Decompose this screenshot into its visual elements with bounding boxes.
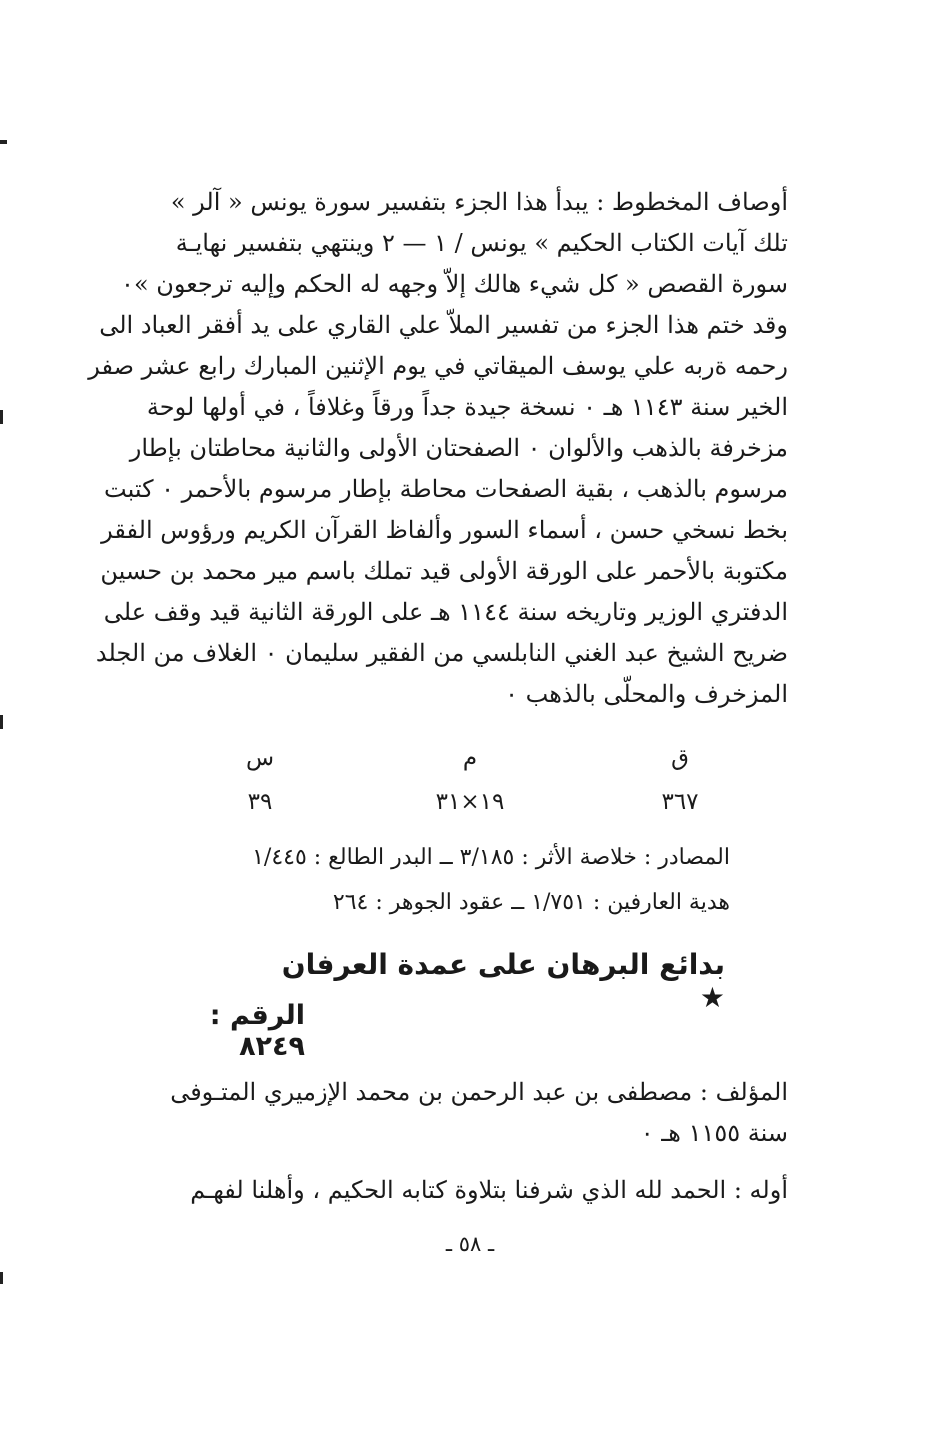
- opening-line: أوله : الحمد لله الذي شرفنا بتلاوة كتابه الحكيم ، وأهلنا لفهـم: [190, 1176, 788, 1204]
- description-line: أوصاف المخطوط : يبدأ هذا الجزء بتفسير سورة يونس « آلر »: [170, 188, 788, 216]
- description-line: تلك آيات الكتاب الحكيم » يونس / ١ — ٢ وينتهي بتفسير نهايـة: [175, 229, 788, 257]
- stats-header-row: [200, 745, 740, 789]
- stats-value-folios: ٣٦٧: [661, 789, 699, 815]
- scan-edge-mark: [0, 715, 3, 729]
- page-number: ـ ٥٨ ـ: [445, 1232, 495, 1256]
- description-line: الخير سنة ١١٤٣ هـ ٠ نسخة جيدة جداً ورقاً وغلافاً ، في أولها لوحة: [146, 393, 788, 421]
- stats-value-lines: ٣٩: [247, 789, 273, 815]
- opening-block: [138, 1170, 788, 1211]
- description-line: الدفتري الوزير وتاريخه سنة ١١٤٤ هـ على الورقة الثانية قيد وقف على: [103, 598, 788, 626]
- description-line: مرسوم بالذهب ، بقية الصفحات محاطة بإطار مرسوم بالأحمر ٠ كتبت: [104, 475, 788, 503]
- description-line: المزخرف والمحلّى بالذهب ٠: [505, 680, 788, 708]
- entry-number: الرقم : ٨٢٤٩: [209, 1000, 305, 1062]
- stats-value-size: ١٩×٣١: [435, 789, 505, 815]
- description-line: مكتوبة بالأحمر على الورقة الأولى قيد تملك باسم مير محمد بن حسين: [100, 557, 788, 585]
- scan-edge-mark: [0, 1272, 3, 1284]
- author-line: سنة ١١٥٥ هـ ٠: [640, 1119, 788, 1147]
- manuscript-stats: [200, 745, 740, 833]
- author-line: المؤلف : مصطفى بن عبد الرحمن بن محمد الإزميري المتـوفى: [170, 1078, 788, 1106]
- stats-header-folios: ق: [671, 745, 689, 771]
- sources-line: هدية العارفين : ١/٧٥١ ــ عقود الجوهر : ٢٦٤: [332, 890, 730, 915]
- stats-header-lines: س: [245, 745, 275, 771]
- scan-edge-mark: [0, 140, 7, 144]
- sources-block: [150, 835, 730, 925]
- stats-value-row: [200, 789, 740, 833]
- description-line: ضريح الشيخ عبد الغني النابلسي من الفقير سليمان ٠ الغلاف من الجلد: [95, 639, 788, 667]
- description-line: رحمه ةربه علي يوسف الميقاتي في يوم الإثنين المبارك رابع عشر صفر: [88, 352, 788, 380]
- description-line: سورة القصص « كل شيء هالك إلاّ وجهه له الحكم وإليه ترجعون »٠: [121, 270, 788, 298]
- description-line: مزخرفة بالذهب والألوان ٠ الصفحتان الأولى والثانية محاطتان بإطار: [129, 434, 788, 462]
- sources-line: المصادر : خلاصة الأثر : ٣/١٨٥ ــ البدر الطالع : ١/٤٤٥: [252, 845, 730, 870]
- author-block: [138, 1072, 788, 1154]
- description-line: وقد ختم هذا الجزء من تفسير الملاّ علي القاري على يد أفقر العباد الى: [99, 311, 788, 339]
- stats-header-size: م: [462, 745, 478, 771]
- manuscript-description: [88, 182, 788, 715]
- entry-title: بدائع البرهان على عمدة العرفان ★: [281, 948, 725, 1014]
- scan-edge-mark: [0, 410, 3, 424]
- description-line: بخط نسخي حسن ، أسماء السور وألفاظ القرآن الكريم ورؤوس الفقر: [101, 516, 788, 544]
